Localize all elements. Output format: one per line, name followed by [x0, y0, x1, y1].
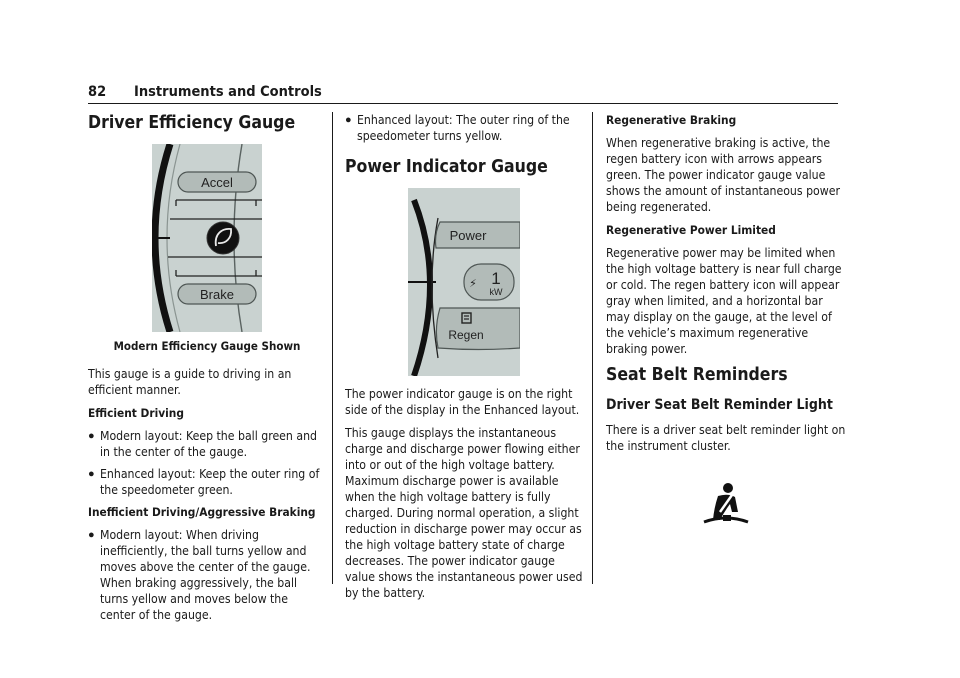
inefficient-driving-heading: Inefficient Driving/Aggressive Braking [88, 505, 316, 519]
header-rule [88, 103, 838, 104]
regenerative-braking-heading: Regenerative Braking [606, 113, 737, 127]
bullet-icon: ● [88, 430, 95, 442]
power-gauge-paragraph-2: This gauge displays the instantaneous charge and discharge power flowing either into or out of the high voltage battery. Maximum discharge power is available when the high voltage battery is fully charged. During normal operation, a slight reduction in discharge power may occur as the high voltage battery state of charge decreases. The power indicator gauge value shows the instantaneous power used by the battery. [345, 426, 583, 600]
regenerative-power-limited-heading: Regenerative Power Limited [606, 223, 776, 237]
power-label: Power [449, 228, 487, 243]
bullet-icon: ● [345, 114, 352, 126]
regen-label: Regen [448, 328, 484, 342]
intro-paragraph: This gauge is a guide to driving in an efficient manner. [88, 367, 292, 397]
driver-efficiency-gauge-heading: Driver Efficiency Gauge [88, 113, 296, 133]
power-indicator-gauge-heading: Power Indicator Gauge [345, 157, 548, 177]
page-number: 82 [88, 84, 107, 100]
regenerative-power-limited-paragraph: Regenerative power may be limited when the high voltage battery is near full charge or cold. The regen battery icon will appear gray when limited, and a horizontal bar may display on the gauge, at the level of the vehicle’s maximum regenerative braking power. [606, 246, 842, 356]
figure-caption: Modern Efficiency Gauge Shown [113, 339, 301, 353]
bullet-icon: ● [88, 529, 95, 541]
list-item: ● Enhanced layout: Keep the outer ring of the speedometer green. [88, 467, 320, 497]
power-value: 1 [491, 269, 501, 288]
list-item: ● Modern layout: When driving inefficiently, the ball turns yellow and moves above the center of the gauge. When braking aggressively, the ball turns yellow and moves below the center of the gauge. [88, 528, 311, 622]
column-1 [88, 112, 326, 629]
power-gauge-illustration [408, 188, 520, 376]
column-divider [592, 112, 593, 584]
brake-label: Brake [200, 287, 234, 302]
list-item: ● Modern layout: Keep the ball green and in the center of the gauge. [88, 429, 317, 459]
charge-bolt-icon: ⚡ [469, 277, 477, 290]
column-2 [345, 112, 583, 608]
power-gauge-paragraph-1: The power indicator gauge is on the right side of the display in the Enhanced layout. [345, 387, 580, 417]
power-gauge-figure [345, 188, 583, 376]
section-title: Instruments and Controls [134, 84, 322, 100]
page-header [88, 82, 838, 104]
efficient-driving-heading: Efficient Driving [88, 406, 184, 420]
regenerative-braking-paragraph: When regenerative braking is active, the regen battery icon with arrows appears green. The power indicator gauge value shows the amount of instantaneous power being regenerated. [606, 136, 840, 214]
list-item: ● Enhanced layout: The outer ring of the speedometer turns yellow. [345, 113, 570, 143]
column-3 [606, 112, 846, 528]
power-unit: kW [489, 287, 503, 297]
seat-belt-paragraph: There is a driver seat belt reminder light on the instrument cluster. [606, 423, 846, 453]
seat-belt-reminders-heading: Seat Belt Reminders [606, 365, 788, 385]
seat-belt-figure [606, 482, 846, 528]
bullet-icon: ● [88, 468, 95, 480]
efficiency-gauge-illustration [152, 144, 262, 332]
seat-belt-icon [702, 482, 750, 528]
accel-label: Accel [201, 175, 233, 190]
column-divider [332, 112, 333, 584]
efficiency-gauge-figure [88, 144, 326, 332]
driver-seat-belt-reminder-heading: Driver Seat Belt Reminder Light [606, 397, 833, 413]
